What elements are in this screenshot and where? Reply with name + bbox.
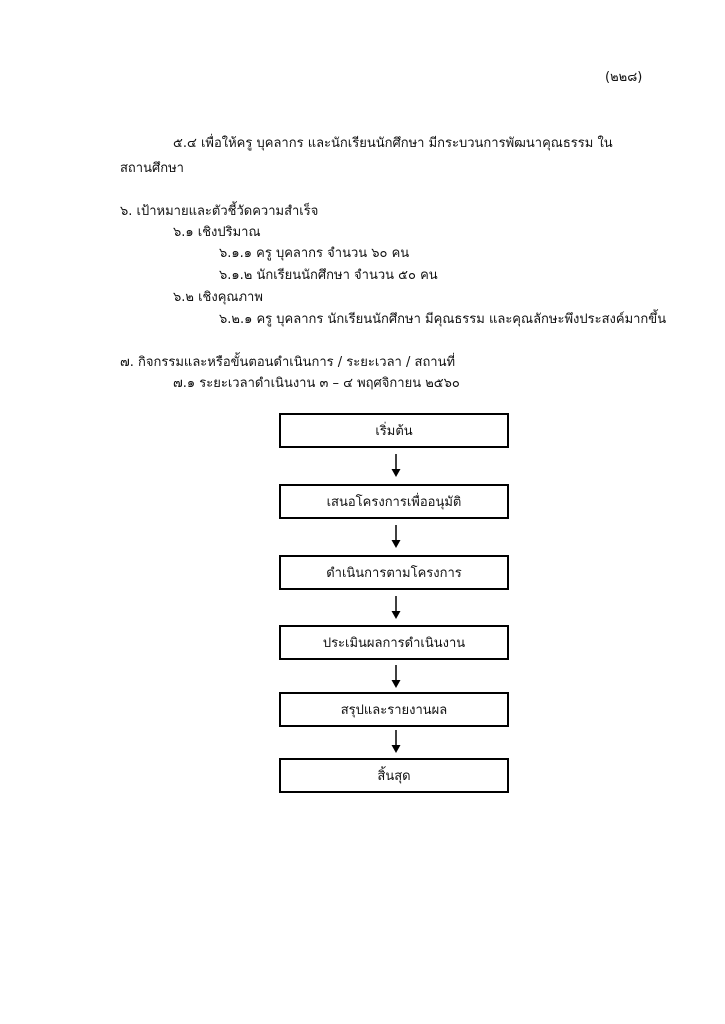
flow-step-implement: ดำเนินการตามโครงการ [279,555,509,590]
section-6-1-2: ๖.๑.๒ นักเรียนนักศึกษา จำนวน ๕๐ คน [219,268,438,283]
flow-step-end: สิ้นสุด [279,758,509,793]
section-6-2: ๖.๒ เชิงคุณภาพ [173,290,263,305]
flow-step-evaluate: ประเมินผลการดำเนินงาน [279,625,509,660]
flow-arrow [389,454,403,478]
flow-arrow [389,730,403,754]
section-6-1: ๖.๑ เชิงปริมาณ [173,225,261,240]
flow-arrow [389,525,403,549]
section-6-2-1: ๖.๒.๑ ครู บุคลากร นักเรียนนักศึกษา มีคุณธรรม และคุณลักษะพึงประสงค์มากขึ้น [219,312,667,327]
section-7-1: ๗.๑ ระยะเวลาดำเนินงาน ๓ – ๔ พฤศจิกายน ๒๕๖๐ [173,376,460,391]
page-number: (๒๒๘) [605,70,643,85]
flow-step-report: สรุปและรายงานผล [279,692,509,727]
flow-arrow [389,665,403,689]
section-5-4-line1: ๕.๔ เพื่อให้ครู บุคลากร และนักเรียนนักศึกษา มีกระบวนการพัฒนาคุณธรรม ใน [173,136,613,151]
flow-step-start: เริ่มต้น [279,413,509,448]
section-6-heading: ๖. เป้าหมายและตัวชี้วัดความสำเร็จ [120,204,319,219]
section-5-4-line2: สถานศึกษา [120,161,184,176]
section-7-heading: ๗. กิจกรรมและหรือขั้นตอนดำเนินการ / ระยะเวลา / สถานที่ [120,355,456,370]
flow-arrow [389,596,403,620]
section-6-1-1: ๖.๑.๑ ครู บุคลากร จำนวน ๖๐ คน [219,246,410,261]
flow-step-propose: เสนอโครงการเพื่ออนุมัติ [279,484,509,519]
